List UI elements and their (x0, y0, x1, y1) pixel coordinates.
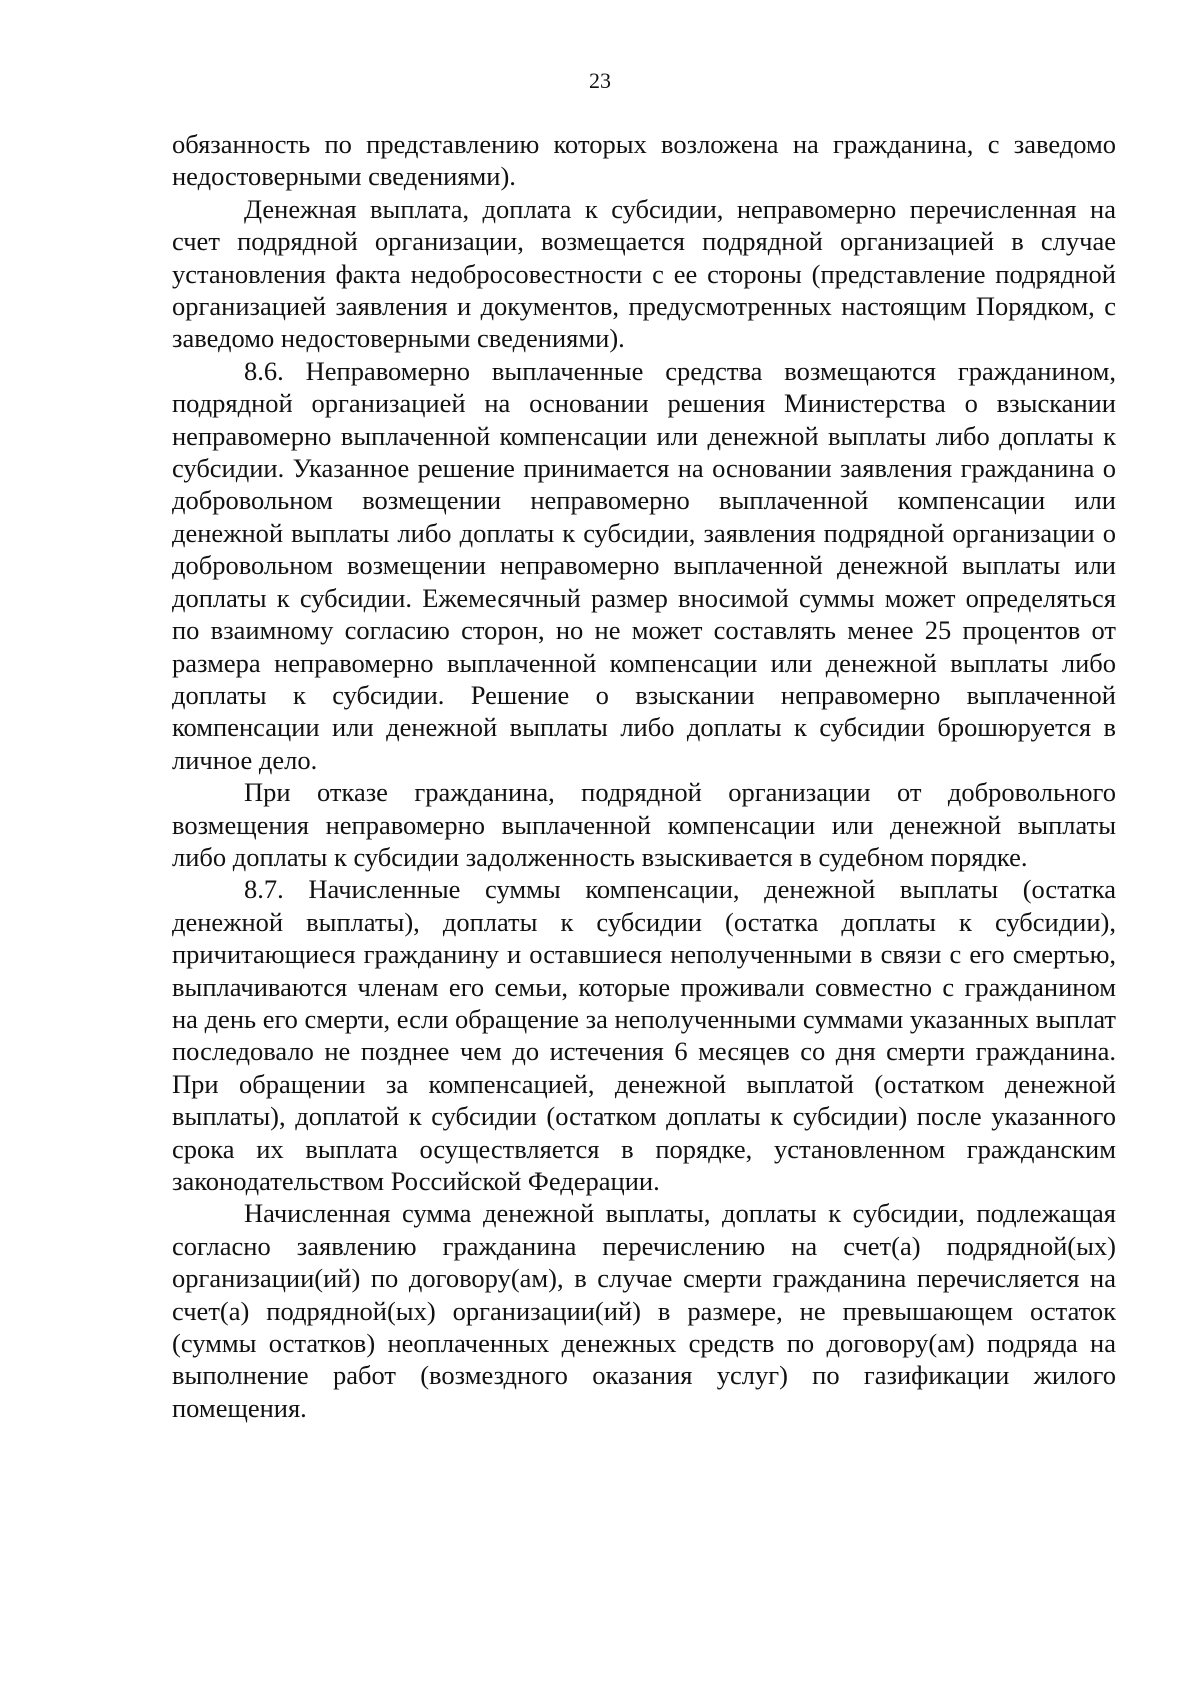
document-body (172, 128, 1116, 1424)
paragraph-section-8-6: 8.6. Неправомерно выплаченные средства возмещаются гражданином, подрядной организацией на основании решения Министерства о взыскании неправомерно выплаченной компенсации или денежной выплаты либо доплаты к субсидии. Указанное решение принимается на основании заявления гражданина о добровольном возмещении неправомерно выплаченной компенсации или денежной выплаты либо доплаты к субсидии, заявления подрядной организации о добровольном возмещении неправомерно выплаченной денежной выплаты или доплаты к субсидии. Ежемесячный размер вносимой суммы может определяться по взаимному согласию сторон, но не может составлять менее 25 процентов от размера неправомерно выплаченной компенсации или денежной выплаты либо доплаты к субсидии. Решение о взыскании неправомерно выплаченной компенсации или денежной выплаты либо доплаты к субсидии брошюруется в личное дело. (172, 355, 1116, 775)
paragraph-section-8-7: 8.7. Начисленные суммы компенсации, денежной выплаты (остатка денежной выплаты), доплаты к субсидии (остатка доплаты к субсидии), причитающиеся гражданину и оставшиеся неполученными в связи с его смертью, выплачиваются членам его семьи, которые проживали совместно с гражданином на день его смерти, если обращение за неполученными суммами указанных выплат последовало не позднее чем до истечения 6 месяцев со дня смерти гражданина. При обращении за компенсацией, денежной выплатой (остатком денежной выплаты), доплатой к субсидии (остатком доплаты к субсидии) после указанного срока их выплата осуществляется в порядке, установленном гражданским законодательством Российской Федерации. (172, 874, 1116, 1196)
paragraph-refusal-court: При отказе гражданина, подрядной организации от добровольного возмещения неправомерно выплаченной компенсации или денежной выплаты либо доплаты к субсидии задолженность взыскивается в судебном порядке. (172, 777, 1116, 872)
paragraph-continuation: обязанность по представлению которых возложена на гражданина, с заведомо недостоверными сведениями). (172, 129, 1116, 192)
paragraph-accrued-sum: Начисленная сумма денежной выплаты, доплаты к субсидии, подлежащая согласно заявлению гражданина перечислению на счет(а) подрядной(ых) организации(ий) по договору(ам), в случае смерти гражданина перечисляется на счет(а) подрядной(ых) организации(ий) в размере, не превышающем остаток (суммы остатков) неоплаченных денежных средств по договору(ам) подряда на выполнение работ (возмездного оказания услуг) по газификации жилого помещения. (172, 1198, 1116, 1423)
page-number: 23 (589, 68, 611, 93)
paragraph-refund-contractor: Денежная выплата, доплата к субсидии, неправомерно перечисленная на счет подрядной организации, возмещается подрядной организацией в случае установления факта недобросовестности с ее стороны (представление подрядной организацией заявления и документов, предусмотренных настоящим Порядком, с заведомо недостоверными сведениями). (172, 193, 1116, 354)
